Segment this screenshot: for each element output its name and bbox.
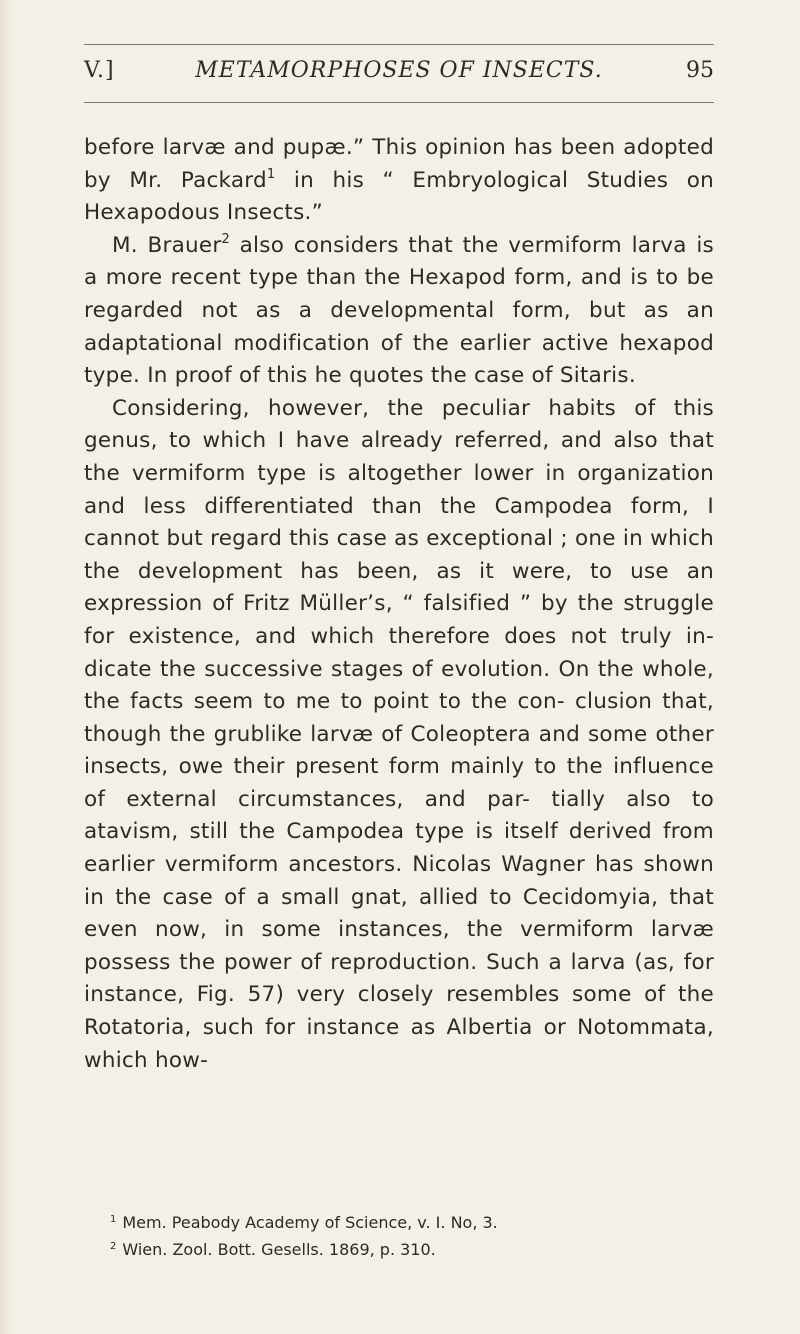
text-segment: Considering, however, the peculiar habits of this genus, to which I have already referred, and also that the vermiform type is altogether lower in organization and less differentiated than the Campodea form, I cannot but regard this case as exceptional ; one in which the development has been, as it were, to use an expression of Fritz Müller’s, “ falsified ” by the struggle for existence, and which therefore does not truly in- dicate the successive stages of evolution. On the whole, the facts seem to me to point to the con- clusion that, though the grublike larvæ of Coleoptera and some other insects, owe their present form mainly to the influence of external circumstances, and par- tially also to atavism, still the Campodea type is itself derived from earlier vermiform ancestors. Nicolas Wagner has shown in the case of a small gnat, allied to Cecidomyia, that even now, in some instances, the vermiform larvæ possess the power of reproduction. Such a larva (as, for instance, Fig. 57) very closely resembles some of the Rotatoria, such for instance as Albertia or Notommata, which how- bbox=[84, 395, 714, 1073]
footnote-2 bbox=[110, 1235, 710, 1262]
header-bottom-rule bbox=[84, 102, 714, 103]
footnote-mark: 1 bbox=[110, 1214, 117, 1225]
text-segment: in his “ Embryological Studies on Hexapodous Insects.” bbox=[84, 167, 714, 226]
header-top-rule bbox=[84, 44, 714, 45]
running-header bbox=[84, 58, 714, 98]
page-gutter-shadow bbox=[0, 0, 14, 1334]
paragraph-1 bbox=[84, 132, 714, 230]
main-text bbox=[84, 132, 714, 1077]
paragraph-2 bbox=[84, 230, 714, 393]
paragraph-3 bbox=[84, 393, 714, 1077]
footnote-ref-1: 1 bbox=[266, 166, 276, 182]
page-number: 95 bbox=[686, 58, 714, 83]
running-title: METAMORPHOSES OF INSECTS. bbox=[195, 58, 603, 83]
text-segment: M. Brauer bbox=[112, 232, 222, 258]
footnote-text: Mem. Peabody Academy of Science, v. I. No, 3. bbox=[122, 1213, 498, 1232]
footnote-mark: 2 bbox=[110, 1241, 117, 1252]
text-segment: before larvæ and pupæ.” This opinion has been adopted by Mr. Packard bbox=[84, 135, 714, 193]
footnotes bbox=[110, 1208, 710, 1262]
text-segment: also considers that the vermiform larva is a more recent type than the Hexapod form, and is to be regarded not as a developmental form, but as an adaptational modification of the earlier active hexapod type. In proof of this he quotes the case of Sitaris. bbox=[84, 232, 714, 389]
footnote-text: Wien. Zool. Bott. Gesells. 1869, p. 310. bbox=[122, 1240, 436, 1259]
footnote-1 bbox=[110, 1208, 710, 1235]
footnote-ref-2: 2 bbox=[221, 231, 230, 247]
chapter-number: V.] bbox=[84, 58, 115, 83]
